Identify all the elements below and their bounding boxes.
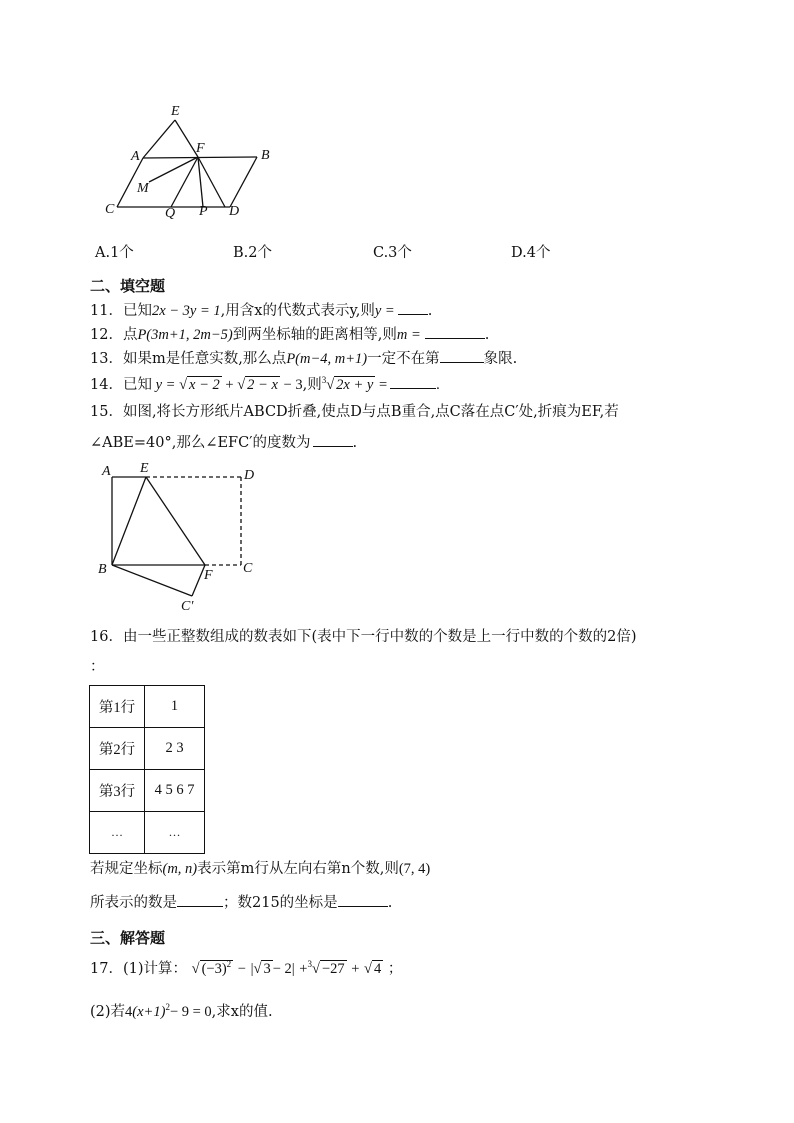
q17-abs: |√ 3 − 2| [250, 961, 295, 977]
row-values: 2 3 [145, 728, 205, 770]
q15-text-2: ∠ABE=40°,那么∠EFC′的度数为 [90, 435, 311, 451]
q14-plus: + [225, 377, 234, 393]
q12-mid: 到两坐标轴的距离相等,则 [232, 327, 397, 343]
q13-point: P(m−4, m+1) [286, 351, 368, 367]
line-AB [143, 157, 257, 158]
line-BE [112, 477, 146, 565]
q17-plus-2: + [351, 961, 360, 977]
label-A: A [102, 464, 111, 479]
q16-answer-blank-2[interactable] [338, 892, 388, 907]
label-F: F [196, 141, 205, 156]
q14-root-index: 3 [321, 375, 327, 386]
option-b: B.2个 [233, 245, 272, 261]
question-17-part-2 [90, 1000, 273, 1021]
q14-sqrt2: √ 2 − x [237, 377, 278, 393]
label-E: E [140, 461, 149, 476]
q11-answer-blank[interactable] [398, 300, 428, 315]
q14-sqrt3: √ 2x + y [326, 377, 374, 393]
table-row [90, 812, 205, 854]
q14-sqrt1: √ x − 2 [179, 377, 220, 393]
q12-point: P(3m+1, 2m−5) [137, 327, 233, 343]
q15-answer-blank[interactable] [313, 432, 353, 447]
question-16-line-3 [90, 857, 430, 878]
label-A: A [131, 149, 140, 164]
q17-abs-tail: − 2 [272, 961, 292, 977]
q17-p2-square: 2 [165, 1002, 170, 1013]
q16-coord: (7, 4) [398, 861, 431, 877]
question-12 [90, 323, 489, 344]
q14-pre: 已知 [122, 377, 152, 393]
table-row [90, 728, 205, 770]
row-values: … [145, 812, 205, 854]
q12-tail: m = [396, 327, 421, 343]
q13-answer-blank[interactable] [440, 348, 484, 363]
label-D: D [244, 468, 255, 483]
q16-end: . [387, 895, 393, 911]
label-E: E [171, 104, 180, 119]
label-Q: Q [165, 206, 176, 221]
q17-radicand-3: 4 [374, 961, 382, 977]
label-C-prime: C′ [181, 599, 194, 614]
q14-number: 14． [90, 377, 123, 393]
q16-answer-blank-1[interactable] [177, 892, 223, 907]
figure-2-folded-rectangle [92, 458, 272, 618]
table-row [90, 770, 205, 812]
q16-mn: (m, n) [162, 861, 198, 877]
q14-radicand-1: x − 2 [189, 377, 220, 393]
q11-equation: 2x − 3y = 1 [151, 303, 221, 319]
q12-number: 12． [90, 327, 123, 343]
q17-sqrt-2: √ −27 [311, 961, 345, 977]
q16-line3-mid: 表示第m行从左向右第n个数,则 [197, 861, 399, 877]
question-15-line-1 [90, 400, 619, 421]
option-c: C.3个 [373, 245, 412, 261]
question-16-line-4 [90, 891, 392, 912]
q11-number: 11． [90, 303, 123, 319]
question-11 [90, 299, 432, 320]
label-B: B [261, 148, 270, 163]
q13-mid: 一定不在第 [367, 351, 440, 367]
question-16-line-1 [90, 625, 637, 646]
table-row [90, 686, 205, 728]
q14-equals: = [378, 377, 388, 393]
row-values: 1 [145, 686, 205, 728]
q16-text-1: 由一些正整数组成的数表如下(表中下一行中数的个数是上一行中数的个数的2倍) [122, 629, 637, 645]
q13-end: 象限. [483, 351, 518, 367]
q17-p2-coef: 4 [125, 1004, 133, 1020]
row-label: … [90, 812, 145, 854]
label-D: D [229, 204, 240, 219]
q17-p2-end: ,求x的值. [211, 1004, 273, 1020]
q17-cube-index: 3 [307, 959, 312, 970]
label-C: C [105, 202, 115, 217]
option-d: D.4个 [511, 245, 551, 261]
question-14 [90, 373, 440, 394]
q17-sqrt-3: √ 4 [364, 961, 382, 977]
q14-radicand-2: 2 − x [247, 377, 278, 393]
question-17-part-1 [90, 957, 402, 978]
q15-number: 15． [90, 404, 123, 420]
section-solve-title: 三、解答题 [90, 929, 166, 947]
row-values: 4 5 6 7 [145, 770, 205, 812]
q16-number: 16． [90, 629, 123, 645]
q14-answer-blank[interactable] [390, 374, 436, 389]
q14-mid: ,则 [302, 377, 322, 393]
q16-line4-mid: ；数215的坐标是 [223, 895, 338, 911]
q17-p2-base: (x+1) [132, 1004, 166, 1020]
q11-pre: 已知 [122, 303, 152, 319]
label-C: C [243, 561, 253, 576]
question-13 [90, 347, 517, 368]
q17-p2-rest: − 9 = 0 [169, 1004, 212, 1020]
q17-abs-radicand: 3 [263, 961, 271, 977]
q11-mid: ,用含x的代数式表示y,则 [220, 303, 375, 319]
q13-number: 13． [90, 351, 123, 367]
line-EA [143, 120, 175, 158]
q15-text-1: 如图,将长方形纸片ABCD折叠,使点D与点B重合,点C落在点C′处,折痕为EF,若 [122, 404, 619, 420]
q16-line4-pre: 所表示的数是 [90, 895, 177, 911]
q13-pre: 如果m是任意实数,那么点 [122, 351, 287, 367]
q17-square: 2 [226, 959, 232, 970]
q17-radicand-2: −27 [321, 961, 345, 977]
q17-p2-pre: (2)若 [90, 1004, 126, 1020]
q16-line3-pre: 若规定坐标 [90, 861, 163, 877]
q11-end: . [427, 303, 433, 319]
row-label: 第3行 [90, 770, 145, 812]
label-F: F [204, 568, 213, 583]
q17-semicolon: ； [387, 961, 403, 977]
label-B: B [98, 562, 107, 577]
question-15-line-2 [90, 431, 357, 452]
q12-end: . [484, 327, 490, 343]
line-BD [230, 157, 257, 207]
q12-answer-blank[interactable] [425, 324, 485, 339]
q17-number: 17． [90, 961, 123, 977]
q11-tail: y = [374, 303, 395, 319]
row-label: 第1行 [90, 686, 145, 728]
line-EF [175, 120, 198, 157]
row-label: 第2行 [90, 728, 145, 770]
label-M: M [137, 181, 149, 196]
figure-1-geometry [95, 95, 295, 230]
line-EF [146, 477, 205, 565]
label-P: P [199, 204, 208, 219]
q12-pre: 点 [122, 327, 138, 343]
q17-p1-pre: (1)计算： [122, 961, 187, 977]
section-fill-in-title: 二、填空题 [90, 277, 166, 295]
q16-number-table [89, 685, 205, 854]
q17-radicand-1: $(-3)^2$ [201, 959, 232, 977]
q14-y-eq: y = [155, 377, 176, 393]
line-BCprime [112, 565, 192, 596]
q14-end: . [436, 377, 440, 393]
q17-sqrt-1: √ $(-3)^2$ [191, 959, 232, 977]
option-a: A.1个 [95, 245, 134, 261]
q14-radicand-3: 2x + y [336, 377, 374, 393]
q17-minus: − [237, 961, 246, 977]
q14-minus: − 3 [283, 377, 303, 393]
q15-end: . [352, 435, 358, 451]
q17-plus-1: + [299, 961, 308, 977]
q16-colon: ： [90, 659, 105, 675]
